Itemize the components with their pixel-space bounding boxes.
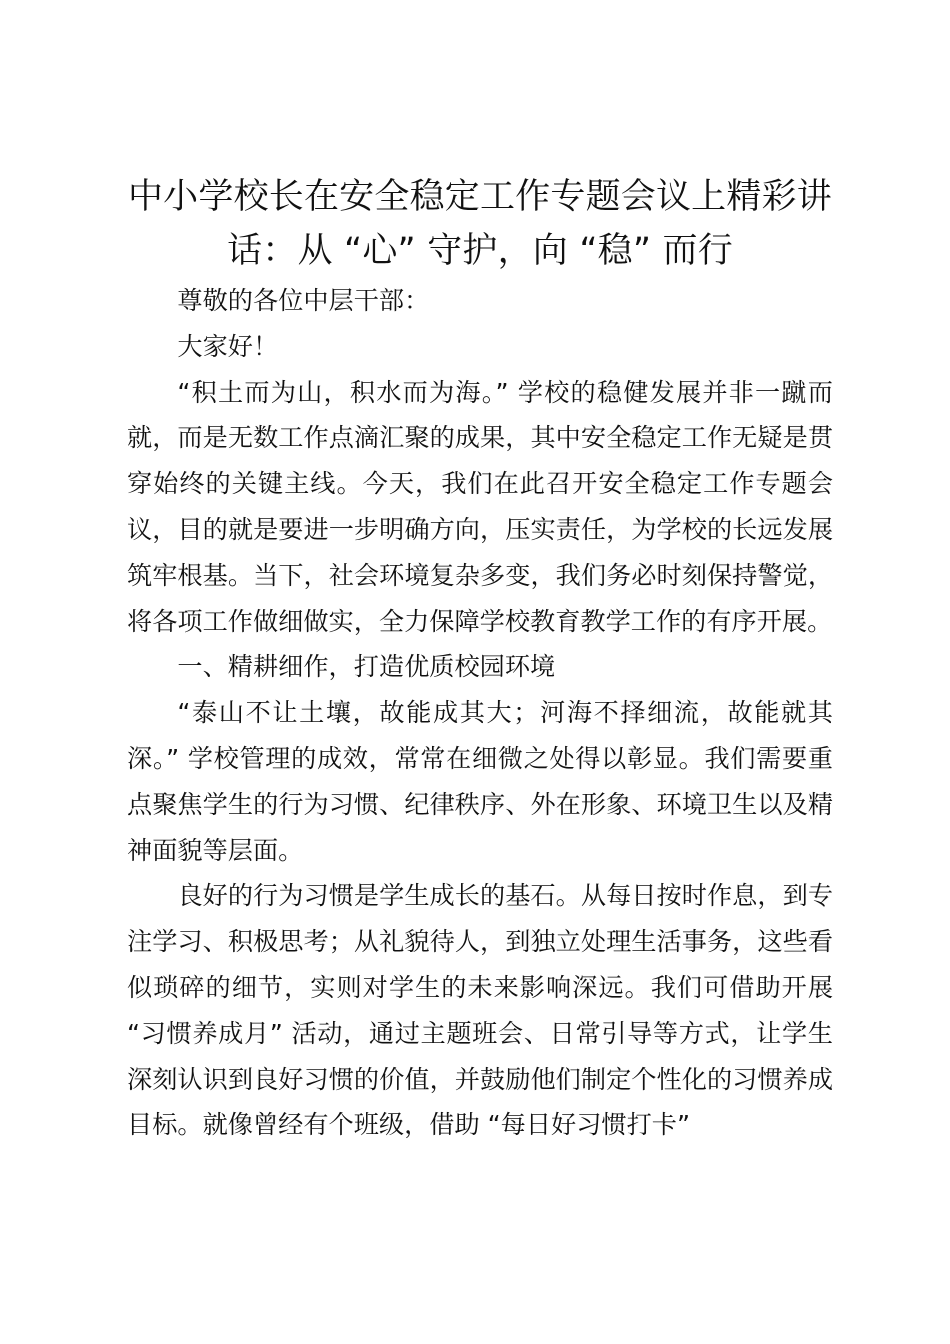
salutation: 尊敬的各位中层干部： xyxy=(177,286,430,315)
greeting: 大家好！ xyxy=(177,331,279,361)
title-line-2: 话：从 “心” 守护，向 “稳” 而行 xyxy=(227,231,733,271)
paragraph-section1-intro: “泰山不让土壤，故能成其大；河海不择细流，故能就其深。” 学校管理的成效，常常在细微之处得以彰显。我们需要重点聚焦学生的行为习惯、纪律秩序、外在形象、环境卫生以及精神面貌等层面。 xyxy=(127,698,833,865)
document-title xyxy=(127,170,833,278)
title-line-1: 中小学校长在安全稳定工作专题会议上精彩讲 xyxy=(127,177,832,217)
document-body xyxy=(127,170,833,1148)
section-heading-1: 一、精耕细作，打造优质校园环境 xyxy=(177,652,556,682)
paragraph-intro: “积土而为山，积水而为海。” 学校的稳健发展并非一蹴而就，而是无数工作点滴汇聚的成果，其中安全稳定工作无疑是贯穿始终的关键主线。今天，我们在此召开安全稳定工作专题会议，目的就是要进一步明确方向，压实责任，为学校的长远发展筑牢根基。当下，社会环境复杂多变，我们务必时刻保持警觉，将各项工作做细做实，全力保障学校教育教学工作的有序开展。 xyxy=(127,377,833,636)
paragraph-habits: 良好的行为习惯是学生成长的基石。从每日按时作息，到专注学习、积极思考；从礼貌待人，到独立处理生活事务，这些看似琐碎的细节，实则对学生的未来影响深远。我们可借助开展 “习惯养成月” 活动，通过主题班会、日常引导等方式，让学生深刻认识到良好习惯的价值，并鼓励他们制定个性化的习惯养成目标。就像曾经有个班级，借助 “每日好习惯打卡” xyxy=(127,881,833,1140)
